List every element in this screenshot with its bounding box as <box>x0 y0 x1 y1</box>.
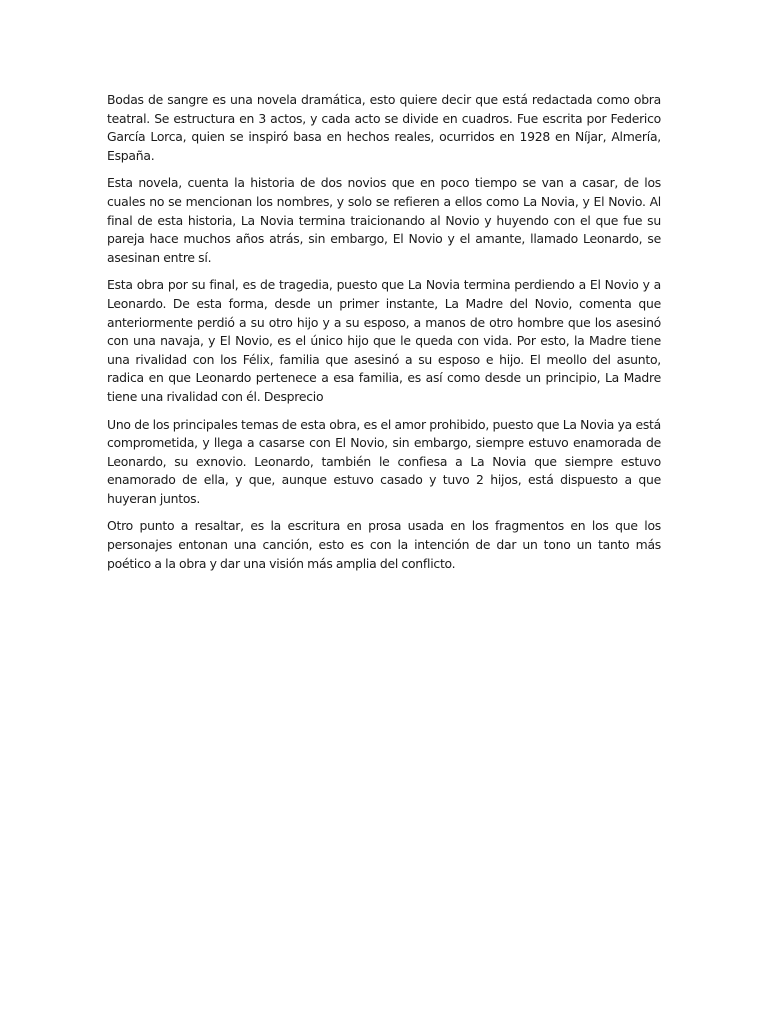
document-body <box>107 91 661 582</box>
paragraph-1: Bodas de sangre es una novela dramática, esto quiere decir que está redactada como obra teatral. Se estructura en 3 actos, y cada acto se divide en cuadros. Fue escrita por Federico García Lorca, quien se inspiró basa en hechos reales, ocurridos en 1928 en Níjar, Almería, España. <box>107 92 661 163</box>
paragraph-3: Esta obra por su final, es de tragedia, puesto que La Novia termina perdiendo a El Novio y a Leonardo. De esta forma, desde un primer instante, La Madre del Novio, comenta que anteriormente perdió a su otro hijo y a su esposo, a manos de otro hombre que los asesinó con una navaja, y El Novio, es el único hijo que le queda con vida. Por esto, la Madre tiene una rivalidad con los Félix, familia que asesinó a su esposo e hijo. El meollo del asunto, radica en que Leonardo pertenece a esa familia, es así como desde un principio, La Madre tiene una rivalidad con él. Desprecio <box>107 277 661 404</box>
paragraph-5: Otro punto a resaltar, es la escritura en prosa usada en los fragmentos en los que los personajes entonan una canción, esto es con la intención de dar un tono un tanto más poético a la obra y dar una visión más amplia del conflicto. <box>107 518 661 571</box>
paragraph-2: Esta novela, cuenta la historia de dos novios que en poco tiempo se van a casar, de los cuales no se mencionan los nombres, y solo se refieren a ellos como La Novia, y El Novio. Al final de esta historia, La Novia termina traicionando al Novio y huyendo con el que fue su pareja hace muchos años atrás, sin embargo, El Novio y el amante, llamado Leonardo, se asesinan entre sí. <box>107 175 661 265</box>
paragraph-4: Uno de los principales temas de esta obra, es el amor prohibido, puesto que La Novia ya está comprometida, y llega a casarse con El Novio, sin embargo, siempre estuvo enamorada de Leonardo, su exnovio. Leonardo, también le confiesa a La Novia que siempre estuvo enamorado de ella, y que, aunque estuvo casado y tuvo 2 hijos, está dispuesto a que huyeran juntos. <box>107 416 661 506</box>
